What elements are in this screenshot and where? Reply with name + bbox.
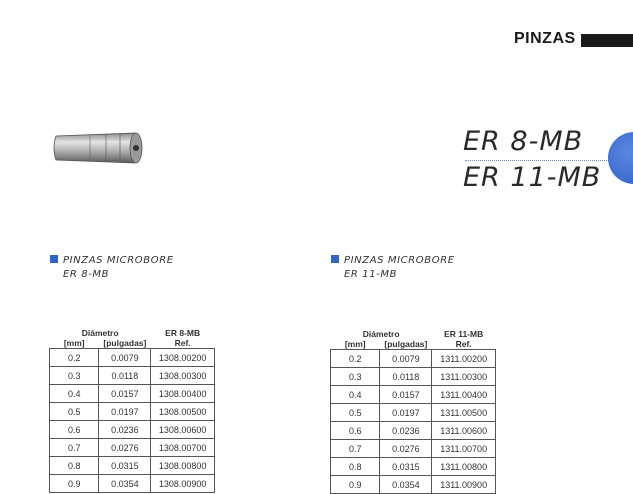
table-cell: 0.2	[331, 350, 380, 368]
header-inches: [pulgadas]	[99, 338, 151, 349]
header-mm: [mm]	[331, 339, 380, 350]
table-cell: 1311.00400	[432, 386, 496, 404]
table-row	[50, 457, 215, 475]
table-cell: 0.0315	[380, 458, 432, 476]
blue-square-icon	[331, 255, 339, 263]
table-cell: 0.5	[50, 403, 99, 421]
section-er11	[331, 254, 455, 282]
header-diameter: Diámetro	[362, 329, 400, 339]
section-title: PINZAS MICROBORE	[344, 255, 455, 266]
table-cell: 1311.00500	[432, 404, 496, 422]
table-cell: 0.0276	[99, 439, 151, 457]
table-cell: 0.0157	[99, 385, 151, 403]
table-row	[50, 403, 215, 421]
table-cell: 0.0354	[380, 476, 432, 494]
model-er8: ER 8-MB	[463, 126, 584, 157]
table-er8	[49, 328, 215, 493]
table-cell: 0.0118	[99, 367, 151, 385]
table-cell: 0.0118	[380, 368, 432, 386]
table-cell: 0.2	[50, 349, 99, 367]
table-cell: 0.8	[50, 457, 99, 475]
table-row	[50, 439, 215, 457]
header-model: ER 8-MB	[165, 328, 201, 338]
table-cell: 1308.00300	[151, 367, 215, 385]
table-cell: 0.0276	[380, 440, 432, 458]
table-row	[50, 421, 215, 439]
collet-image	[50, 130, 146, 166]
table-row	[50, 367, 215, 385]
header-ref: Ref.	[151, 338, 215, 349]
table-row	[50, 385, 215, 403]
table-cell: 0.9	[50, 475, 99, 493]
table-cell: 1311.00300	[432, 368, 496, 386]
table-row	[50, 349, 215, 367]
table-cell: 0.0197	[380, 404, 432, 422]
header-mm: [mm]	[50, 338, 99, 349]
table-cell: 0.3	[331, 368, 380, 386]
table-cell: 1308.00700	[151, 439, 215, 457]
header-diameter: Diámetro	[81, 328, 119, 338]
header-ref: Ref.	[432, 339, 496, 350]
table-cell: 0.4	[50, 385, 99, 403]
table-cell: 1308.00500	[151, 403, 215, 421]
blue-square-icon	[50, 255, 58, 263]
table-cell: 0.0315	[99, 457, 151, 475]
table-row	[331, 368, 496, 386]
table-cell: 0.3	[50, 367, 99, 385]
section-er8	[50, 254, 174, 282]
table-cell: 0.9	[331, 476, 380, 494]
table-cell: 1308.00200	[151, 349, 215, 367]
table-cell: 0.4	[331, 386, 380, 404]
header-inches: [pulgadas]	[380, 339, 432, 350]
table-cell: 0.0236	[380, 422, 432, 440]
table-cell: 1308.00400	[151, 385, 215, 403]
section-subtitle: ER 8-MB	[63, 269, 110, 280]
table-cell: 0.8	[331, 458, 380, 476]
table-cell: 1308.00900	[151, 475, 215, 493]
page-title: PINZAS	[514, 30, 576, 47]
table-cell: 1308.00800	[151, 457, 215, 475]
table-cell: 0.0197	[99, 403, 151, 421]
blue-circle	[608, 132, 633, 184]
table-cell: 0.7	[50, 439, 99, 457]
table-row	[331, 386, 496, 404]
model-er11: ER 11-MB	[463, 162, 602, 193]
table-row	[331, 350, 496, 368]
table-cell: 1311.00900	[432, 476, 496, 494]
table-cell: 1311.00600	[432, 422, 496, 440]
table-row	[331, 404, 496, 422]
table-row	[331, 458, 496, 476]
section-title: PINZAS MICROBORE	[63, 255, 174, 266]
table-cell: 0.0236	[99, 421, 151, 439]
table-cell: 0.0079	[99, 349, 151, 367]
table-cell: 0.6	[331, 422, 380, 440]
table-cell: 0.6	[50, 421, 99, 439]
table-cell: 1311.00700	[432, 440, 496, 458]
table-cell: 1311.00200	[432, 350, 496, 368]
table-cell: 1311.00800	[432, 458, 496, 476]
table-row	[331, 440, 496, 458]
divider-dotted	[465, 160, 615, 161]
table-row	[50, 475, 215, 493]
table-cell: 0.5	[331, 404, 380, 422]
table-row	[331, 422, 496, 440]
table-er11	[330, 329, 496, 494]
table-cell: 0.7	[331, 440, 380, 458]
header-bar	[581, 34, 633, 47]
table-cell: 0.0079	[380, 350, 432, 368]
table-cell: 0.0354	[99, 475, 151, 493]
table-cell: 1308.00600	[151, 421, 215, 439]
table-cell: 0.0157	[380, 386, 432, 404]
section-subtitle: ER 11-MB	[344, 269, 398, 280]
header-model: ER 11-MB	[444, 329, 484, 339]
